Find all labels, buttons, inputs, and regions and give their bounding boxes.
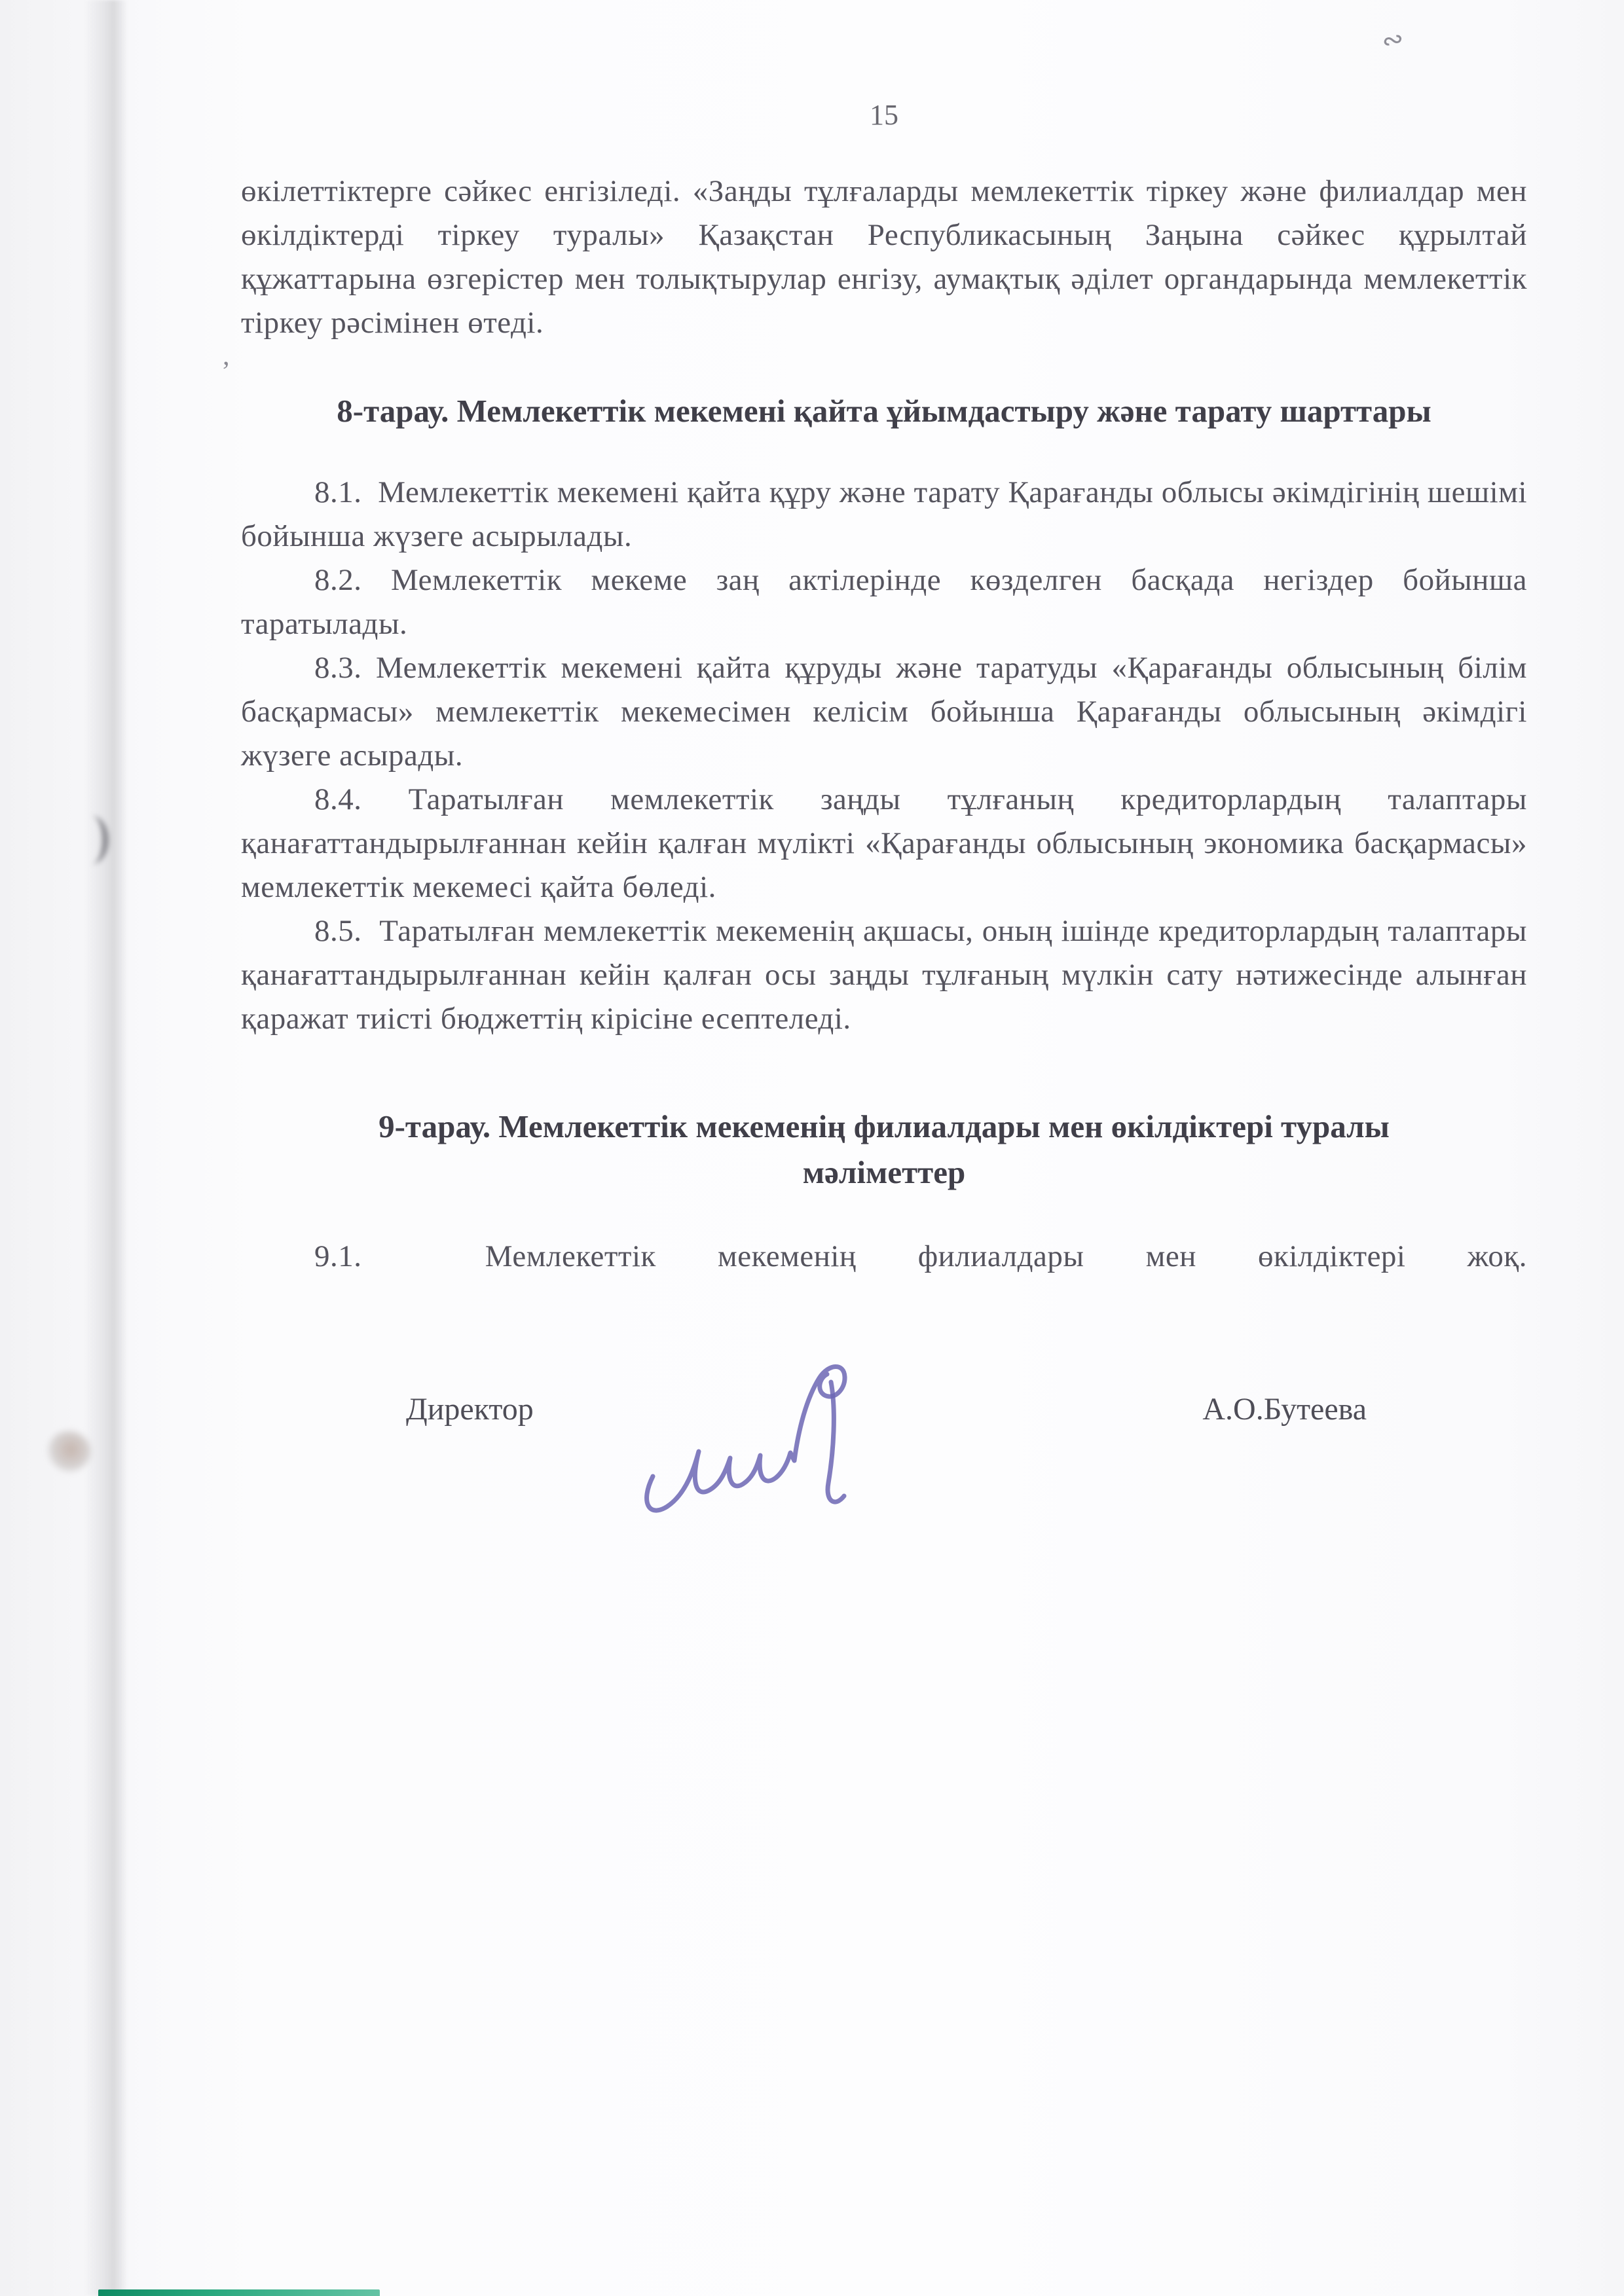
- scan-bottom-strip: [98, 2289, 380, 2296]
- chapter-8-heading: 8-тарау. Мемлекеттік мекемені қайта ұйымдастыру және тарату шарттары: [337, 393, 1431, 429]
- signatory-role: Директор: [406, 1392, 534, 1427]
- signature-block: [241, 1389, 1527, 1585]
- clause-text: Мемлекеттік мекемені қайта құру және тарату Қарағанды облысы әкімдігінің шешімі бойынша жүзеге асырылады.: [241, 475, 1528, 553]
- clause-number: 9.1.: [314, 1239, 362, 1273]
- scan-blob-mark: [47, 1431, 90, 1472]
- clause-text: Мемлекеттік мекемені қайта құруды және таратуды «Қарағанды облысының білім басқармасы» мемлекеттік мекемесімен келісім бойынша Қарағанды облысының әкімдігі жүзеге асырады.: [241, 651, 1528, 773]
- signatory-name: А.О.Бутеева: [1202, 1392, 1367, 1427]
- clause-number: 8.2.: [314, 563, 362, 597]
- page-content: [241, 98, 1527, 1585]
- clause-text: Таратылған мемлекеттік мекеменің ақшасы, оның ішінде кредиторлардың талаптары қанағаттандырылғаннан кейін қалған осы заңды тұлғаның мүлкін сату нәтижесінде алынған қаражат тиісті бюджеттің кірісіне есептеледі.: [241, 914, 1527, 1036]
- clause-text: Мемлекеттік мекеменің филиалдары мен өкілдіктері жоқ.: [485, 1239, 1528, 1273]
- clause-number: 8.1.: [314, 475, 362, 509]
- clause-9-1: [241, 1235, 1527, 1279]
- clause-8-4: [241, 778, 1527, 909]
- clause-8-3: [241, 646, 1527, 778]
- scan-fold-shadow: [84, 0, 143, 2296]
- clause-number: 8.3.: [314, 651, 362, 685]
- scan-speck-mark: ‚: [221, 341, 231, 371]
- scan-squiggle-mark: ∾: [1378, 23, 1407, 57]
- clause-8-5: [241, 909, 1527, 1041]
- chapter-9-heading: 9-тарау. Мемлекеттік мекеменің филиалдары мен өкілдіктері туралы мәліметтер: [378, 1108, 1390, 1190]
- handwritten-signature-ink: [631, 1305, 912, 1527]
- clause-8-2: [241, 558, 1527, 646]
- clause-number: 8.4.: [314, 782, 362, 816]
- page-number: 15: [870, 99, 898, 131]
- intro-paragraph: өкілеттіктерге сәйкес енгізіледі. «Заңды тұлғаларды мемлекеттік тіркеу және филиалдар мен өкілдіктерді тіркеу туралы» Қазақстан Республикасының Заңына сәйкес құрылтай құжаттарына өзгерістер мен толықтырулар енгізу, аумақтық әділет органдарында мемлекеттік тіркеу рәсімінен өтеді.: [241, 174, 1527, 340]
- clause-text: Мемлекеттік мекеме заң актілерінде көзделген басқада негіздер бойынша таратылады.: [241, 563, 1528, 641]
- clause-text: Таратылған мемлекеттік заңды тұлғаның кредиторлардың талаптары қанағаттандырылғаннан кейін қалған мүлікті «Қарағанды облысының экономика басқармасы» мемлекеттік мекемесі қайта бөледі.: [241, 782, 1528, 904]
- scan-smudge-mark: [80, 816, 109, 864]
- clause-8-1: [241, 471, 1527, 558]
- clause-number: 8.5.: [314, 914, 362, 948]
